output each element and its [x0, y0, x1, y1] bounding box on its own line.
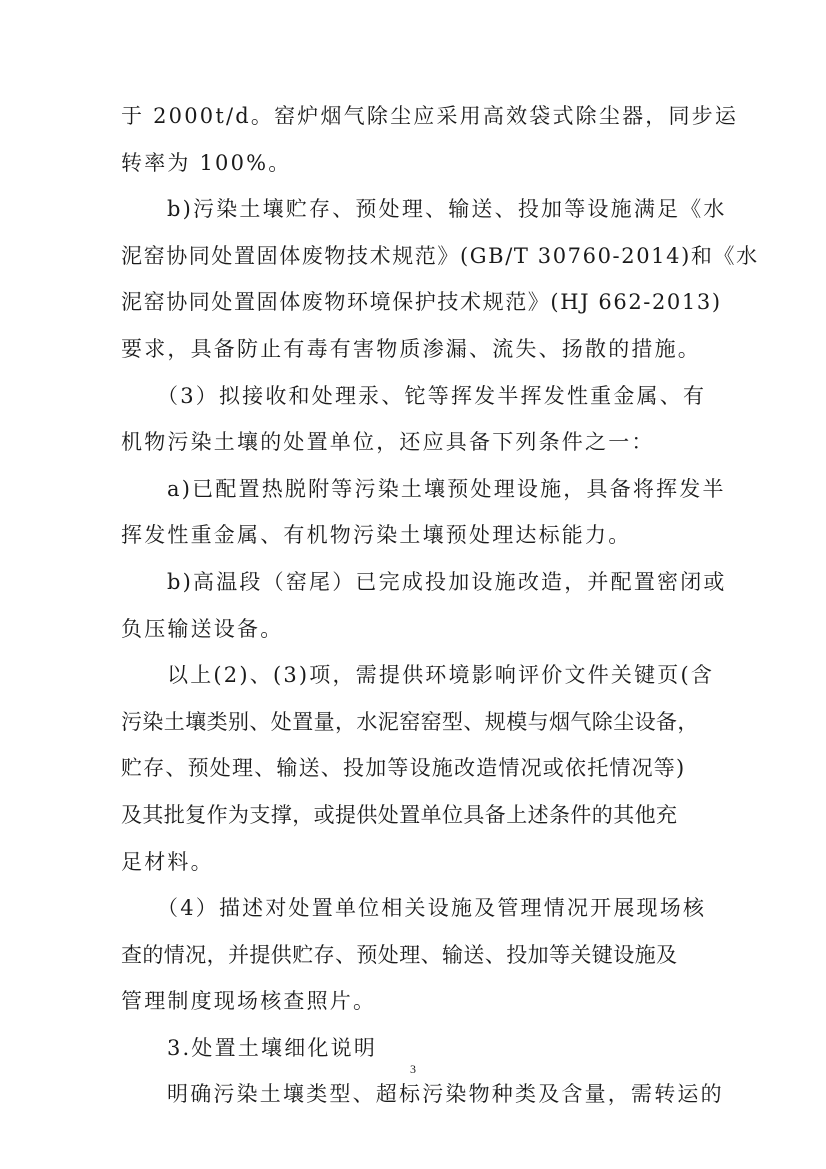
- section-heading: 3.处置土壤细化说明: [167, 1035, 378, 1060]
- document-body: [121, 93, 759, 1118]
- text-line: 足材料。: [121, 849, 214, 874]
- text-line: 机物污染土壤的处置单位，还应具备下列条件之一：: [121, 430, 655, 455]
- section-item-4: （4）描述对处置单位相关设施及管理情况开展现场核: [157, 896, 707, 921]
- text-line: 挥发性重金属、有机物污染土壤预处理达标能力。: [121, 523, 632, 548]
- text-line: 转率为 100%。: [121, 150, 292, 175]
- text-line: 要求，具备防止有毒有害物质渗漏、流失、扬散的措施。: [121, 336, 701, 361]
- text-line: 贮存、预处理、输送、投加等设施改造情况或依托情况等): [121, 756, 686, 781]
- list-item-b: b)污染土壤贮存、预处理、输送、投加等设施满足《水: [167, 197, 727, 222]
- text-line: 于 2000t/d。窑炉烟气除尘应采用高效袋式除尘器，同步运: [121, 104, 739, 128]
- text-line: 管理制度现场核查照片。: [121, 989, 377, 1014]
- text-line: 查的情况，并提供贮存、预处理、输送、投加等关键设施及: [121, 942, 678, 967]
- text-line: 泥窑协同处置固体废物技术规范》(GB/T 30760-2014)和《水: [121, 243, 759, 268]
- list-item-b: b)高温段（窑尾）已完成投加设施改造，并配置密闭或: [167, 569, 727, 594]
- text-line: 泥窑协同处置固体废物环境保护技术规范》(HJ 662-2013): [121, 290, 722, 315]
- text-line: 污染土壤类别、处置量，水泥窑窑型、规模与烟气除尘设备，: [121, 709, 699, 734]
- text-line: 及其批复作为支撑，或提供处置单位具备上述条件的其他充: [121, 802, 678, 827]
- section-item-3: （3）拟接收和处理汞、铊等挥发半挥发性重金属、有: [157, 383, 707, 408]
- list-item-a: a)已配置热脱附等污染土壤预处理设施，具备将挥发半: [167, 476, 726, 501]
- page-number: 3: [410, 1062, 416, 1076]
- text-line: 负压输送设备。: [121, 616, 284, 641]
- paragraph-start: 明确污染土壤类型、超标污染物种类及含量，需转运的: [167, 1082, 724, 1107]
- paragraph-start: 以上(2)、(3)项，需提供环境影响评价文件关键页(含: [167, 663, 715, 688]
